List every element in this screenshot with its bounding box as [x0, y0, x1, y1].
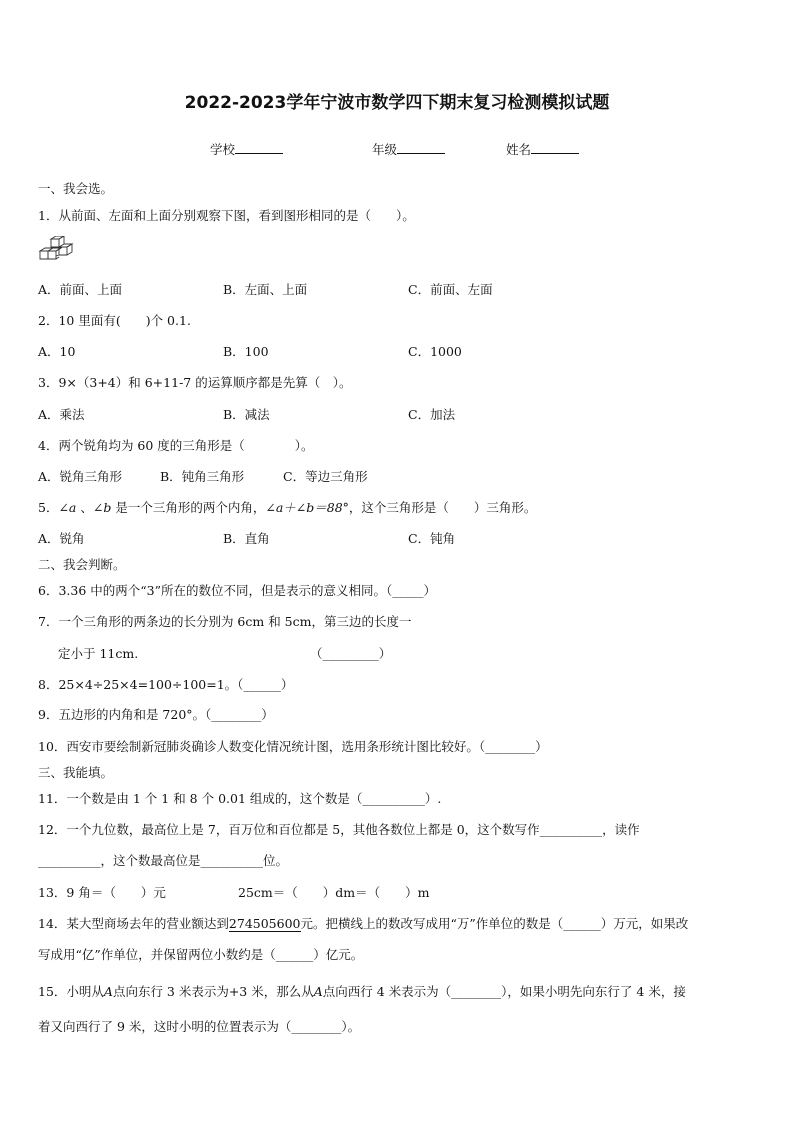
q5-angle-a: ∠a: [58, 500, 77, 515]
q3-option-a[interactable]: A．乘法: [38, 407, 85, 422]
q14-suffix: 元。把横线上的数改写成用“万”作单位的数是（______）万元，如果改: [300, 916, 689, 931]
cubes-icon: [38, 236, 74, 268]
q5-formula: ∠a＋∠b＝88°: [265, 500, 349, 515]
q4-option-c[interactable]: C．等边三角形: [283, 469, 368, 484]
q15-part-1: 15．小明从: [38, 984, 104, 999]
q4-option-b[interactable]: B．钝角三角形: [160, 469, 245, 484]
q5-middle: 是一个三角形的两个内角，: [111, 500, 266, 515]
question-15-line-1: [38, 983, 686, 1001]
question-6: 6．3.36 中的两个“3”所在的数位不同，但是表示的意义相同。（_____）: [38, 583, 436, 598]
question-3: 3．9×（3+4）和 6+11-7 的运算顺序都是先算（ ）。: [38, 375, 352, 390]
q3-option-b[interactable]: B．减法: [223, 407, 270, 422]
question-7-line-1: 7．一个三角形的两条边的长分别为 6cm 和 5cm，第三边的长度一: [38, 614, 412, 629]
question-11: 11．一个数是由 1 个 1 和 8 个 0.01 组成的，这个数是（__________）.: [38, 791, 442, 806]
grade-blank[interactable]: [397, 141, 445, 154]
section-heading-1: 一、我会选。: [38, 181, 114, 196]
question-13-part-1: 13．9 角＝（ ）元: [38, 885, 166, 900]
question-5: [38, 499, 536, 517]
q15-point-a-1: A: [103, 984, 113, 999]
question-2: 2．10 里面有( )个 0.1.: [38, 313, 191, 328]
q15-point-a-2: A: [313, 984, 323, 999]
q1-option-a[interactable]: A．前面、上面: [38, 282, 123, 297]
question-10: 10．西安市要绘制新冠肺炎确诊人数变化情况统计图，选用条形统计图比较好。（________）: [38, 739, 548, 754]
question-12-line-2: __________，这个数最高位是__________位。: [38, 853, 289, 868]
section-heading-2: 二、我会判断。: [38, 557, 126, 572]
page-title: 2022-2023学年宁波市数学四下期末复习检测模拟试题: [184, 93, 610, 113]
q5-separator: 、: [76, 500, 93, 515]
question-1: 1．从前面、左面和上面分别观察下图，看到图形相同的是（ ）。: [38, 208, 415, 223]
question-7-line-2: 定小于 11cm.: [58, 646, 139, 661]
school-label: 学校: [210, 142, 236, 157]
q14-underlined-number: 274505600: [228, 916, 301, 931]
q5-angle-b: ∠b: [92, 500, 112, 515]
school-blank[interactable]: [235, 141, 283, 154]
section-heading-3: 三、我能填。: [38, 765, 114, 780]
q5-option-c[interactable]: C．钝角: [408, 531, 456, 546]
name-blank[interactable]: [531, 141, 579, 154]
q14-prefix: 14．某大型商场去年的营业额达到: [38, 916, 229, 931]
name-label: 姓名: [506, 142, 532, 157]
q15-part-3: 点向西行 4 米表示为（________），如果小明先向东行了 4 米，接: [322, 984, 686, 999]
q5-prefix: 5．: [38, 500, 59, 515]
grade-label: 年级: [372, 142, 398, 157]
name-field: [506, 140, 579, 158]
question-8: 8．25×4÷25×4=100÷100=1。（______）: [38, 677, 294, 692]
q1-option-c[interactable]: C．前面、左面: [408, 282, 493, 297]
question-14-line-1: [38, 915, 688, 933]
q5-option-b[interactable]: B．直角: [223, 531, 270, 546]
q5-suffix: ，这个三角形是（ ）三角形。: [348, 500, 537, 515]
question-15-line-2: 着又向西行了 9 米，这时小明的位置表示为（________）。: [38, 1019, 361, 1034]
q5-option-a[interactable]: A．锐角: [38, 531, 85, 546]
q2-option-c[interactable]: C．1000: [408, 344, 462, 359]
q3-option-c[interactable]: C．加法: [408, 407, 456, 422]
cube-figure: [38, 236, 74, 271]
grade-field: [372, 140, 445, 158]
question-9: 9．五边形的内角和是 720°。（________）: [38, 707, 274, 722]
q15-part-2: 点向东行 3 米表示为+3 米，那么从: [112, 984, 314, 999]
question-4: 4．两个锐角均为 60 度的三角形是（ ）。: [38, 438, 314, 453]
question-13-part-2: 25cm＝（ ）dm＝（ ）m: [238, 885, 430, 900]
q4-option-a[interactable]: A．锐角三角形: [38, 469, 123, 484]
q2-option-a[interactable]: A．10: [38, 344, 76, 359]
q2-option-b[interactable]: B．100: [223, 344, 269, 359]
question-14-line-2: 写成用“亿”作单位，并保留两位小数约是（______）亿元。: [38, 947, 364, 962]
question-7-blank[interactable]: （_________）: [310, 646, 392, 661]
q1-option-b[interactable]: B．左面、上面: [223, 282, 308, 297]
school-field: [210, 140, 283, 158]
question-12-line-1: 12．一个九位数，最高位上是 7，百万位和百位都是 5，其他各数位上都是 0，这个数写作__________，读作: [38, 822, 640, 837]
